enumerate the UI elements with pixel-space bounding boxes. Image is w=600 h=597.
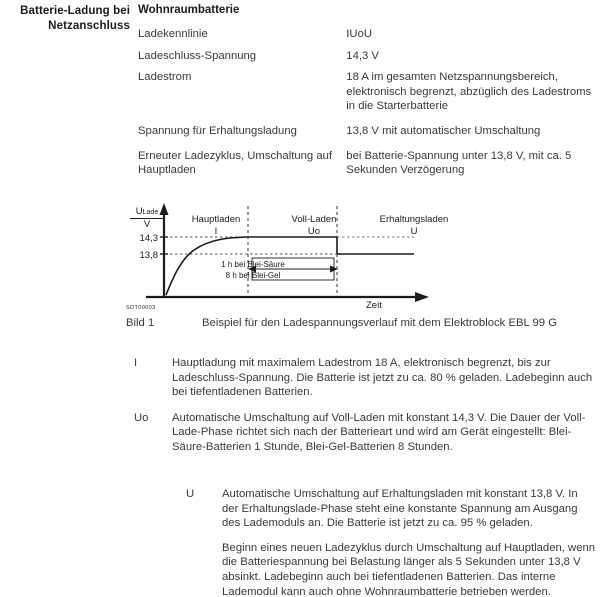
notes-list bbox=[124, 356, 596, 466]
notes-list-indented bbox=[178, 487, 596, 597]
spec-value: 14,3 V bbox=[346, 49, 379, 62]
table-row bbox=[138, 149, 596, 188]
x-axis-arrowhead bbox=[415, 292, 429, 302]
spec-key: Ladeschluss-Spannung bbox=[138, 49, 257, 62]
side-title-line-1: Batterie-Ladung bei bbox=[20, 5, 130, 17]
note-trailing-paragraph: Beginn eines neuen Ladezyklus durch Umschaltung auf Hauptladen, wenn die Batteriespannung bei Belastung länger als 5 Sekunden unter 13,8 V absinkt. Ladebeginn auch bei tiefentladenen Batterien. Das interne Lademodul kann auch ohne Wohnraumbatterie betrieben werden. bbox=[222, 541, 596, 597]
note-text: Automatische Umschaltung auf Erhaltungsladen mit konstant 13,8 V. In der Erhaltungslade-Phase steht eine konstante Spannung am Ausgang des Lademoduls an. Die Batterie ist jetzt zu ca. 95 % geladen. bbox=[222, 488, 578, 530]
phase-symbol: U bbox=[410, 226, 418, 237]
x-axis-label: Zeit bbox=[366, 300, 382, 311]
table-row bbox=[138, 124, 596, 149]
phase-name: Erhaltungsladen bbox=[379, 214, 449, 225]
phase-label-hauptladen bbox=[172, 214, 260, 238]
note-text: Hauptladung mit maximalem Ladestrom 18 A, elektronisch begrenzt, bis zur Ladeschluss-Spannung. Die Batterie ist jetzt zu ca. 80 % geladen. Ladebeginn auch bei tiefentladenen Batterien. bbox=[172, 357, 593, 399]
y-axis-label bbox=[130, 206, 164, 230]
chart-annotation-duration bbox=[185, 260, 321, 282]
spec-value: IUoU bbox=[346, 28, 373, 40]
charging-curve-chart bbox=[124, 200, 544, 315]
note-marker: I bbox=[134, 357, 138, 369]
note-text: Automatische Umschaltung auf Voll-Laden mit konstant 14,3 V. Die Dauer der Voll-Lade-Phase richtet sich nach der Batterieart und wird am Gerät eingestellt: Blei-Säure-Batterien 1 Stunde, Blei-Gel-Batterien 8 Stunden. bbox=[172, 411, 586, 453]
spec-key: Erneuter Ladezyklus, Umschaltung auf Hauptladen bbox=[138, 149, 333, 177]
phase-name: Voll-Laden bbox=[291, 214, 337, 225]
figure-caption-label: Bild 1 bbox=[126, 317, 155, 329]
table-row bbox=[138, 49, 596, 71]
y-axis-label-numerator: ULade bbox=[130, 206, 164, 219]
figure-caption-text: Beispiel für den Ladespannungsverlauf mit dem Elektroblock EBL 99 G bbox=[202, 317, 558, 329]
note-item-Uo bbox=[124, 411, 596, 455]
spec-value: bei Batterie-Spannung unter 13,8 V, mit ca. 5 Sekunden Verzögerung bbox=[346, 149, 572, 177]
note-item-U bbox=[178, 487, 596, 531]
phase-name: Hauptladen bbox=[191, 214, 241, 225]
spec-value: 13,8 V mit automatischer Umschaltung bbox=[346, 124, 541, 137]
section-side-title bbox=[4, 4, 130, 34]
figure-code: SDT00003 bbox=[126, 305, 156, 311]
spec-key: Spannung für Erhaltungsladung bbox=[138, 124, 297, 137]
annotation-line-1: 1 h bei Blei-Säure bbox=[221, 260, 285, 269]
phase-symbol: Uo bbox=[307, 226, 321, 237]
spec-key: Ladekennlinie bbox=[138, 28, 208, 40]
phase-label-erhaltungsladen bbox=[362, 214, 466, 238]
spec-key: Ladestrom bbox=[138, 71, 192, 84]
note-marker: Uo bbox=[134, 411, 149, 424]
charging-curve-figure bbox=[124, 200, 558, 340]
note-marker: U bbox=[186, 488, 195, 500]
annotation-line-2: 8 h bei Blei-Gel bbox=[225, 271, 281, 280]
note-item-I bbox=[124, 356, 596, 400]
phase-label-voll-laden bbox=[272, 214, 356, 238]
figure-caption bbox=[126, 317, 557, 329]
y-tick-label-13-8: 13,8 bbox=[139, 250, 158, 261]
spec-heading: Wohnraumbatterie bbox=[138, 4, 240, 16]
table-row bbox=[138, 70, 596, 124]
table-row bbox=[138, 27, 596, 49]
spec-table bbox=[138, 27, 596, 188]
spec-value: 18 A im gesamten Netzspannungsbereich, elektronisch begrenzt, abzüglich des Ladestroms in die Starterbatterie bbox=[346, 71, 592, 113]
phase-symbol: I bbox=[214, 226, 218, 237]
y-tick-label-14-3: 14,3 bbox=[139, 233, 158, 244]
y-axis-label-denominator: V bbox=[143, 219, 151, 230]
side-title-line-2: Netzanschluss bbox=[48, 20, 130, 32]
spec-area bbox=[138, 3, 596, 188]
